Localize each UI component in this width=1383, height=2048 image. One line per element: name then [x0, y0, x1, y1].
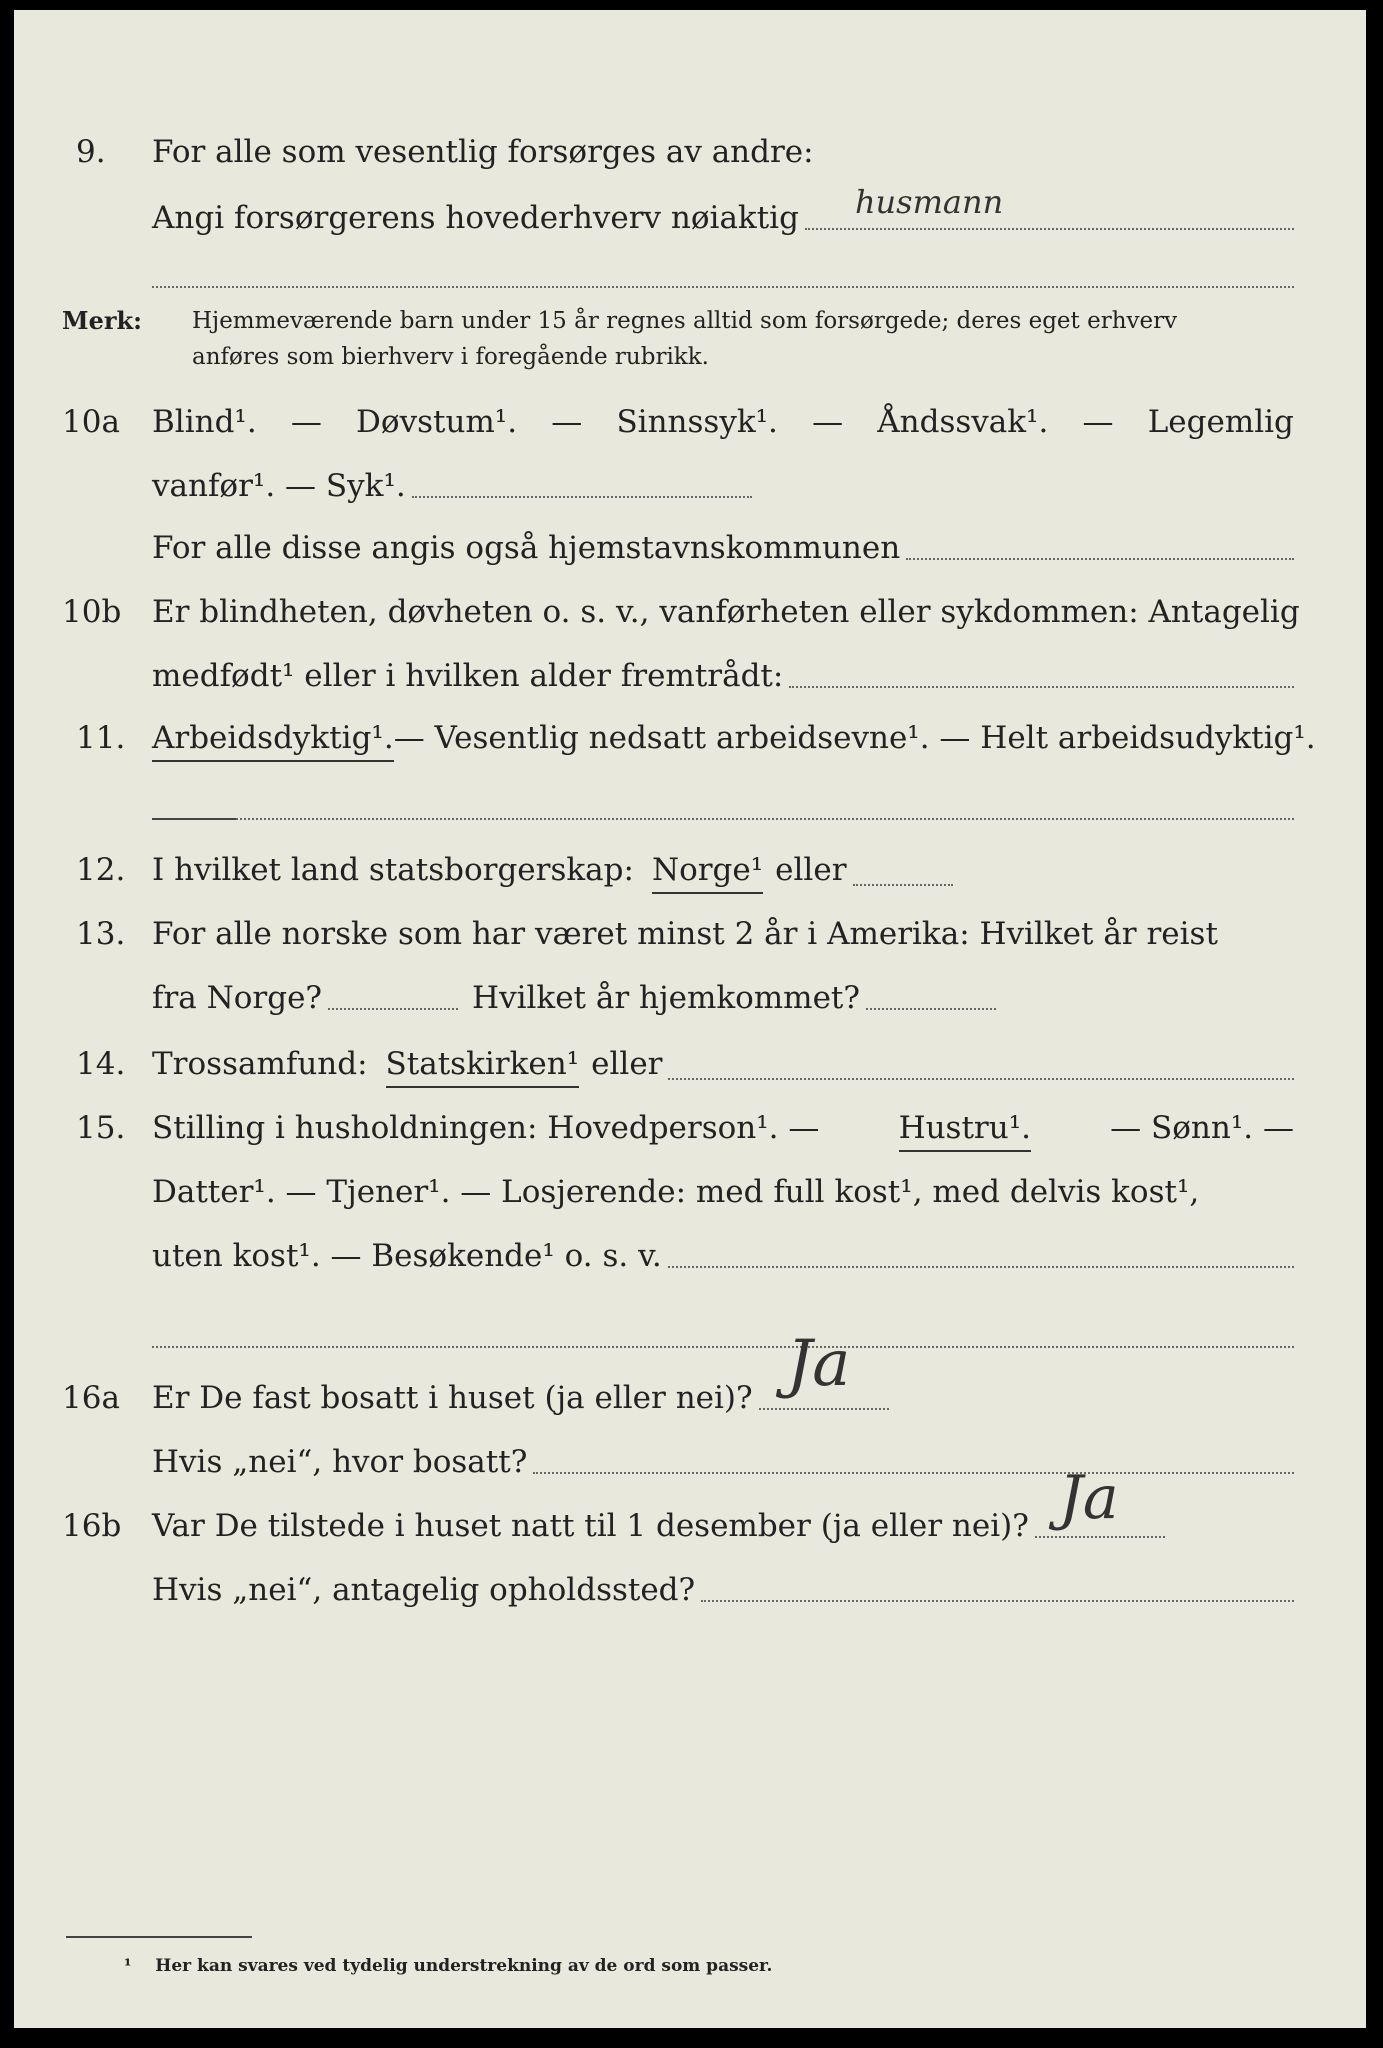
q16a-handwritten-answer: Ja	[786, 1327, 851, 1401]
q11-row	[14, 718, 1366, 758]
q16b-row-2	[14, 1570, 1366, 1610]
q10b-line-2: medfødt¹ eller i hvilken alder fremtrådt:	[152, 658, 784, 694]
q16a-line-1: Er De fast bosatt i huset (ja eller nei)?	[152, 1380, 753, 1416]
q15-answer-line	[668, 1266, 1294, 1268]
q16a-bosatt-line	[533, 1472, 1294, 1474]
q14-opt-statskirken: Statskirken¹	[386, 1044, 580, 1088]
q13-row-1	[14, 914, 1366, 954]
q11-other-options: — Vesentlig nedsatt arbeidsevne¹. — Helt arbeidsudyktig¹.	[393, 720, 1316, 756]
q16a-answer-line	[759, 1327, 889, 1410]
q11-opt-arbeidsdyktig: Arbeidsdyktig¹.	[152, 718, 394, 762]
q13-number: 13.	[76, 916, 126, 952]
q15-row-2	[14, 1172, 1366, 1212]
q15-line-1c: — Sønn¹. —	[1110, 1110, 1294, 1146]
q14-number: 14.	[76, 1046, 126, 1082]
census-form-page	[14, 10, 1366, 2028]
q10a-hjemstavn-line	[906, 558, 1294, 560]
q16b-handwritten-answer: Ja	[1058, 1463, 1119, 1533]
q13-row-2	[14, 978, 1366, 1018]
q10a-syk-line	[412, 496, 752, 498]
q10a-opt-legemlig: Legemlig	[1147, 404, 1294, 440]
q16b-line-1: Var De tilstede i huset natt til 1 desember (ja eller nei)?	[152, 1508, 1029, 1544]
q16b-line-2: Hvis „nei“, antagelig opholdssted?	[152, 1572, 696, 1608]
q11-number: 11.	[76, 720, 126, 756]
q13-reist-line	[328, 1008, 458, 1010]
q12-answer-line	[853, 884, 953, 886]
q13-line-1: For alle norske som har været minst 2 år i Amerika: Hvilket år reist	[152, 916, 1218, 952]
q9-label: Angi forsørgerens hovederhverv nøiaktig	[152, 200, 799, 236]
q9-row-1	[14, 132, 1366, 172]
q10a-number: 10a	[62, 404, 120, 440]
q14-question: Trossamfund:	[152, 1046, 368, 1082]
q9-extra-line	[152, 286, 1294, 288]
q15-line-1a: Stilling i husholdningen: Hovedperson¹. —	[152, 1110, 820, 1146]
q10b-line-1: Er blindheten, døvheten o. s. v., vanførheten eller sykdommen: Antagelig	[152, 594, 1300, 630]
q14-eller: eller	[591, 1046, 663, 1082]
footnote-mark: ¹	[124, 1956, 132, 1976]
q12-row	[14, 850, 1366, 890]
q10a-row-3	[14, 528, 1366, 568]
footnote	[124, 1954, 772, 1978]
q14-answer-line	[668, 1078, 1294, 1080]
q12-question: I hvilket land statsborgerskap:	[152, 852, 634, 888]
q10a-line-2: vanfør¹. — Syk¹.	[152, 468, 406, 504]
q11-extra-line	[236, 818, 1294, 820]
q16a-line-2: Hvis „nei“, hvor bosatt?	[152, 1444, 528, 1480]
q14-row	[14, 1044, 1366, 1084]
q13-hjemkommet-line	[866, 1008, 996, 1010]
q13-hjemkommet-label: Hvilket år hjemkommet?	[472, 980, 861, 1016]
q16b-number: 16b	[62, 1508, 122, 1544]
q9-number: 9.	[76, 134, 106, 170]
q10b-row-2	[14, 656, 1366, 696]
footnote-text: Her kan svares ved tydelig understrekning av de ord som passer.	[155, 1956, 773, 1976]
q16a-row-2	[14, 1442, 1366, 1482]
q15-row-3	[14, 1236, 1366, 1276]
q12-opt-norge: Norge¹	[652, 850, 763, 894]
q9-answer-line	[805, 183, 1294, 230]
q9-question: For alle som vesentlig forsørges av andre:	[152, 134, 814, 170]
q11-underline-short	[152, 818, 236, 820]
q15-row-1	[14, 1108, 1366, 1148]
merk-line-1: Hjemmeværende barn under 15 år regnes alltid som forsørgede; deres eget erhverv	[192, 308, 1178, 334]
q9-row-2	[14, 183, 1366, 238]
q15-line-2: Datter¹. — Tjener¹. — Losjerende: med full kost¹, med delvis kost¹,	[152, 1174, 1200, 1210]
q12-number: 12.	[76, 852, 126, 888]
q10a-opt-dovstum: Døvstum¹.	[356, 404, 518, 440]
footnote-rule	[66, 1936, 252, 1938]
q12-eller: eller	[775, 852, 847, 888]
merk-label: Merk:	[62, 306, 142, 335]
q10a-line-3: For alle disse angis også hjemstavnskommunen	[152, 530, 901, 566]
q16b-answer-line	[1035, 1463, 1165, 1538]
q15-opt-hustru: Hustru¹.	[899, 1108, 1031, 1152]
q10a-opt-sinnssyk: Sinnssyk¹.	[616, 404, 778, 440]
q10a-opt-blind: Blind¹.	[152, 404, 257, 440]
q16a-number: 16a	[62, 1380, 120, 1416]
q16a-row-1	[14, 1327, 1366, 1418]
q16b-opholdssted-line	[701, 1600, 1294, 1602]
q10b-row-1	[14, 592, 1366, 632]
q13-reist-label: fra Norge?	[152, 980, 323, 1016]
q15-line-3: uten kost¹. — Besøkende¹ o. s. v.	[152, 1238, 662, 1274]
q10a-row-1	[14, 402, 1366, 442]
q10a-row-2	[14, 466, 1366, 506]
q10a-options: Blind¹. — Døvstum¹. — Sinnssyk¹. — Åndssvak¹. — Legemlig	[152, 404, 1294, 440]
q15-extra-line	[152, 1346, 1294, 1348]
q16b-row-1	[14, 1463, 1366, 1546]
q9-handwritten-answer: husmann	[854, 183, 1004, 221]
merk-line-2: anføres som bierhverv i foregående rubrikk.	[192, 344, 709, 370]
q10a-opt-andssvak: Åndssvak¹.	[877, 404, 1049, 440]
q10b-number: 10b	[62, 594, 122, 630]
q15-number: 15.	[76, 1110, 126, 1146]
q10b-answer-line	[789, 686, 1294, 688]
